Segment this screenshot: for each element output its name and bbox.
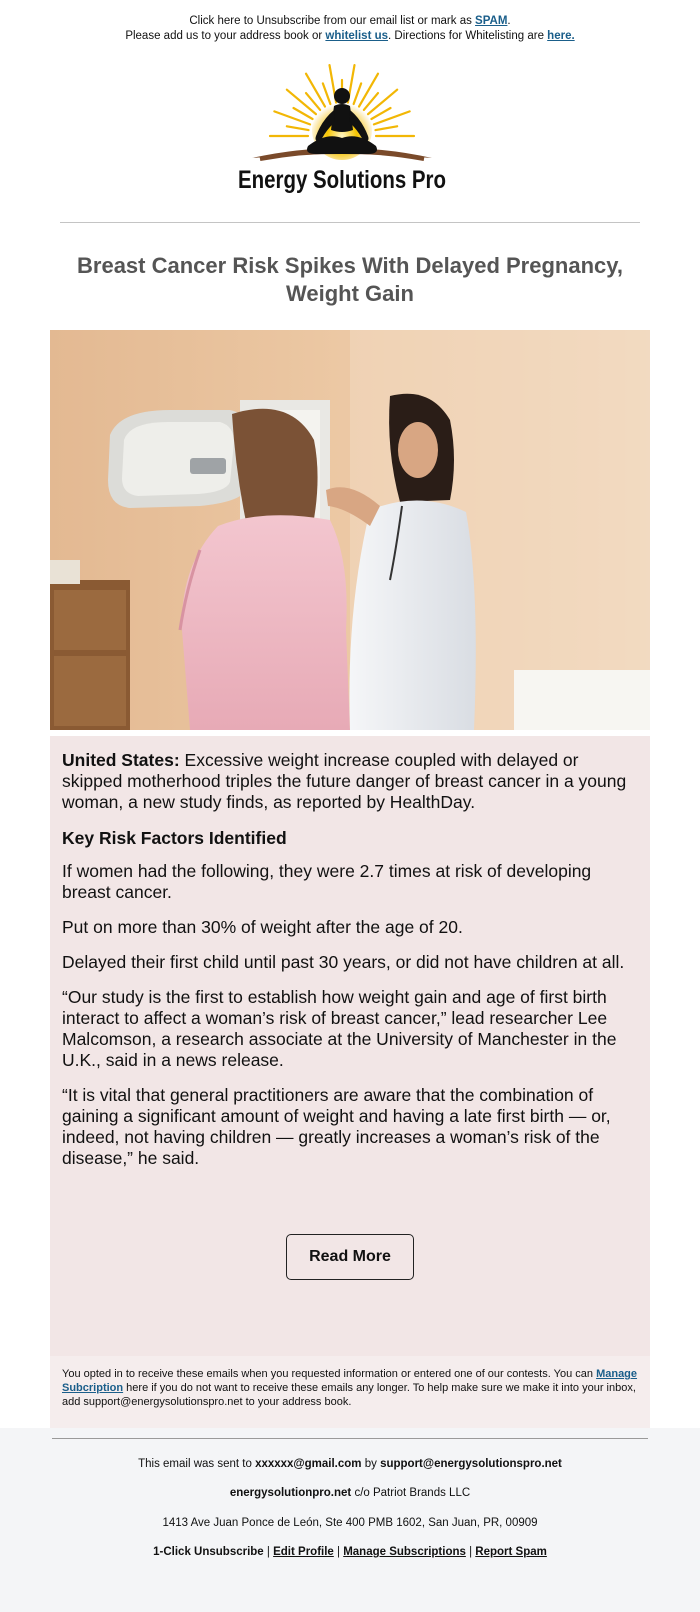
- brand-logo: [230, 58, 470, 208]
- sun-ray: [323, 83, 331, 104]
- sun-ray: [368, 90, 397, 114]
- article-body: [50, 736, 650, 1356]
- paragraph: If women had the following, they were 2.7 times at risk of developing breast cancer.: [62, 861, 592, 902]
- read-more-button[interactable]: Read More: [286, 1234, 414, 1280]
- sun-ray: [354, 83, 362, 104]
- paragraph: Delayed their first child until past 30 years, or did not have children at all.: [62, 952, 625, 972]
- whitelisting-directions-link[interactable]: here.: [547, 30, 575, 42]
- meditation-sun-icon: [230, 58, 470, 208]
- footer-divider: [52, 1438, 648, 1439]
- company-line: energysolutionpro.net c/o Patriot Brands LLC: [229, 1487, 471, 1499]
- footer-links: 1-Click Unsubscribe | Edit Profile | Manage Subscriptions | Report Spam: [153, 1546, 547, 1558]
- header-divider: [60, 222, 640, 223]
- sun-ray: [359, 74, 378, 107]
- manage-subscription-link[interactable]: Manage Subcription: [62, 1368, 638, 1394]
- whitelist-link[interactable]: whitelist us: [325, 30, 389, 42]
- intro-paragraph: United States: Excessive weight increase coupled with delayed or skipped motherhood triples the future danger of breast cancer in a young woman, a new study finds, as reported by HealthDay.: [62, 750, 627, 812]
- hero-image[interactable]: [50, 330, 650, 730]
- footer: [0, 1428, 700, 1612]
- whitelist-line: Please add us to your address book or whitelist us. Directions for Whitelisting are here.: [125, 30, 575, 42]
- top-notice: [0, 14, 700, 44]
- paragraph: Put on more than 30% of weight after the age of 20.: [62, 917, 463, 937]
- paragraph: “Our study is the first to establish how weight gain and age of first birth interact to affect a woman’s risk of breast cancer,” lead researcher Lee Malcomson, a research associate at the University of Manchester in the U.K., said in a news release.: [62, 987, 617, 1070]
- sun-ray: [375, 126, 397, 130]
- sun-ray: [306, 74, 325, 107]
- company-domain: energysolutionpro.net: [229, 1487, 352, 1499]
- mammogram-exam-illustration: [50, 330, 650, 730]
- sender-email: support@energysolutionspro.net: [380, 1458, 562, 1470]
- unsubscribe-text[interactable]: Click here to Unsubscribe from our email list or mark as: [189, 15, 476, 27]
- one-click-unsubscribe-link[interactable]: 1-Click Unsubscribe: [153, 1546, 264, 1558]
- recipient-email: xxxxxx@gmail.com: [255, 1458, 362, 1470]
- edit-profile-link[interactable]: Edit Profile: [273, 1546, 334, 1558]
- report-spam-link[interactable]: Report Spam: [475, 1546, 547, 1558]
- brand-name: Energy Solutions Pro: [238, 166, 446, 194]
- spam-link[interactable]: SPAM: [475, 15, 508, 27]
- sun-ray: [287, 126, 309, 130]
- section-heading: Key Risk Factors Identified: [62, 828, 287, 848]
- unsubscribe-line: Click here to Unsubscribe from our email list or mark as SPAM.: [189, 15, 511, 27]
- sent-to-line: This email was sent to xxxxxx@gmail.com by support@energysolutionspro.net: [138, 1458, 562, 1470]
- manage-subscriptions-link[interactable]: Manage Subscriptions: [343, 1546, 466, 1558]
- paragraph: “It is vital that general practitioners are aware that the combination of gaining a significant amount of weight and having a late first birth — or, indeed, not having children — greatly increases a woman’s risk of the disease,” he said.: [62, 1085, 611, 1168]
- mailing-address: 1413 Ave Juan Ponce de León, Ste 400 PMB 1602, San Juan, PR, 00909: [162, 1517, 538, 1529]
- intro-location: United States:: [62, 750, 180, 770]
- article-title: Breast Cancer Risk Spikes With Delayed Pregnancy, Weight Gain: [77, 253, 623, 306]
- sun-ray: [287, 90, 316, 114]
- optin-notice: You opted in to receive these emails when you requested information or entered one of our contests. You can Manage Subcription here if you do not want to receive these emails any longer. To help make sure we make it into your inbox, add support@energysolutionspro.net to your address book.: [50, 1356, 650, 1428]
